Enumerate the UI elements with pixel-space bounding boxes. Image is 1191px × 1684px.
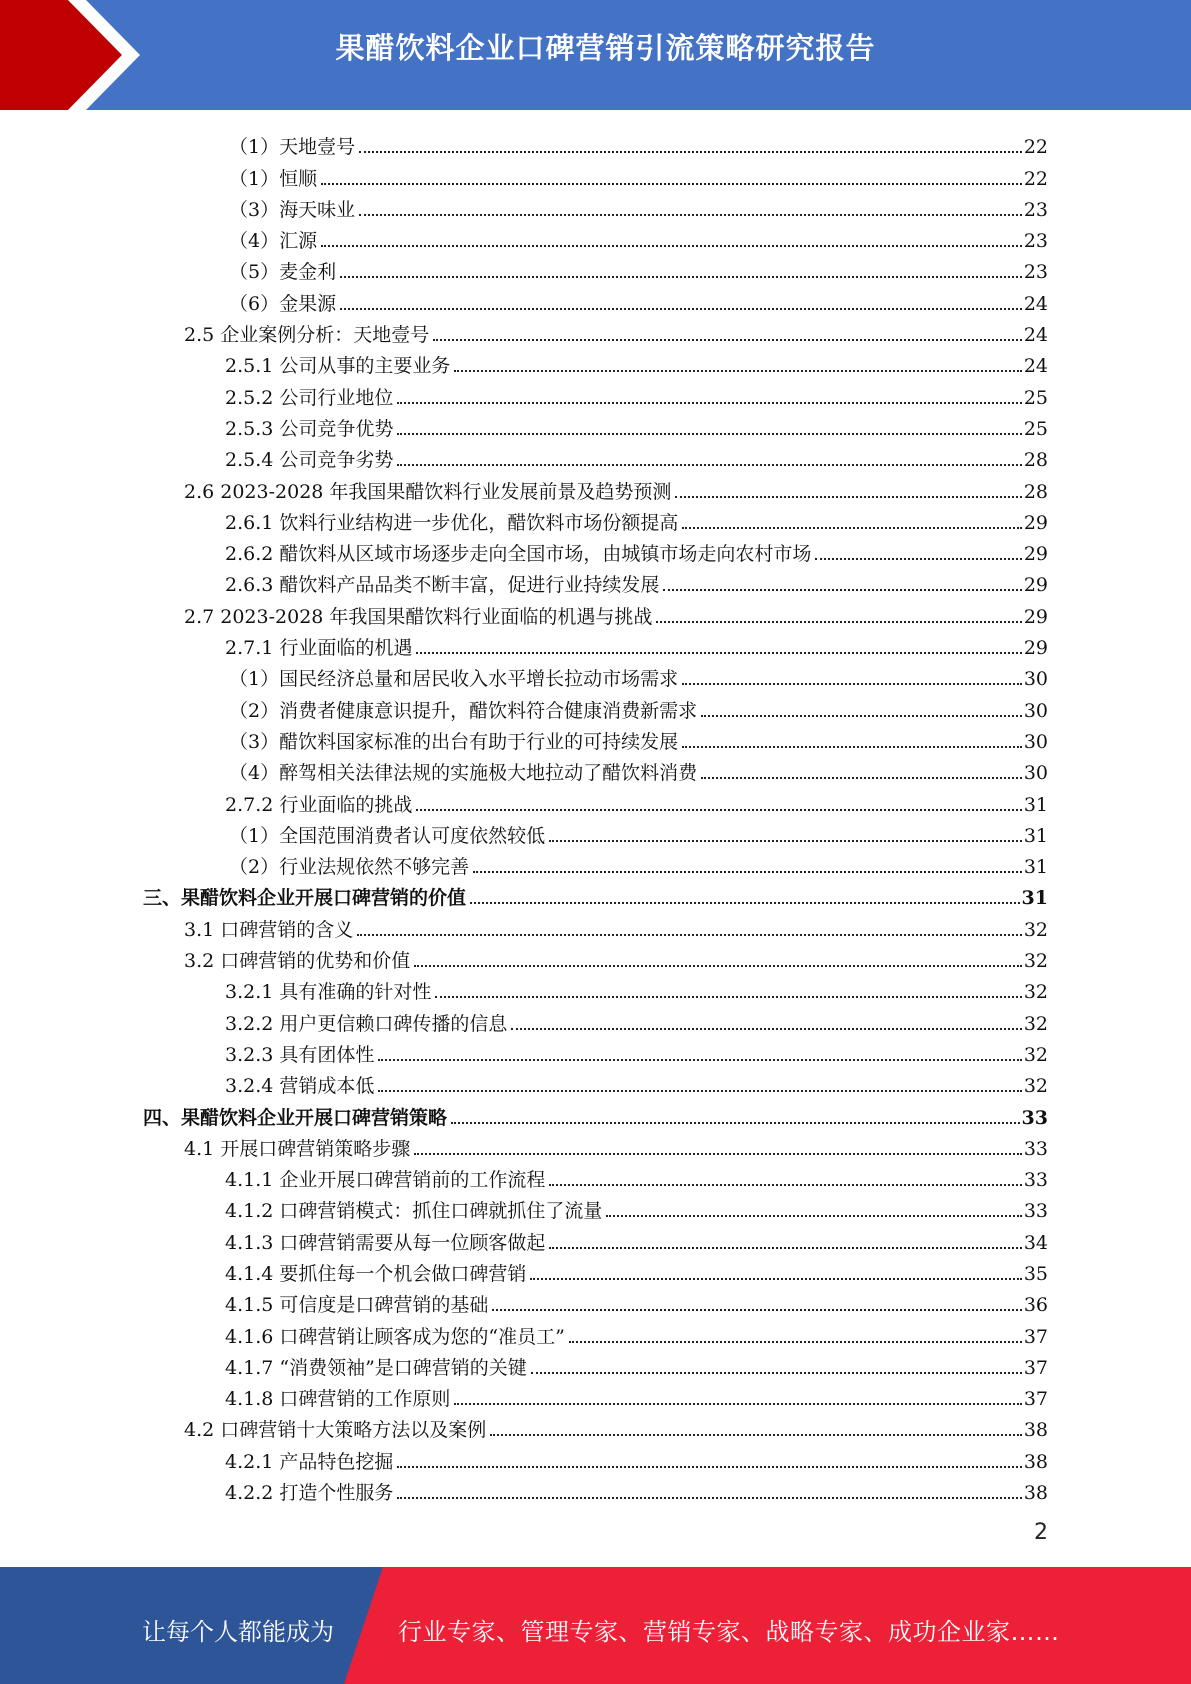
toc-leader-dots <box>531 1372 1022 1374</box>
footer-slogan-left: 让每个人都能成为 <box>142 1618 334 1646</box>
toc-entry-page: 35 <box>1023 1262 1048 1285</box>
toc-entry-page: 37 <box>1023 1356 1048 1379</box>
toc-entry[interactable] <box>0 753 1191 784</box>
toc-leader-dots <box>397 464 1021 466</box>
toc-entry-title: （1）国民经济总量和居民收入水平增长拉动市场需求 <box>229 668 679 691</box>
toc-entry-page: 32 <box>1023 1043 1048 1066</box>
toc-entry-page: 24 <box>1023 324 1048 347</box>
toc-leader-dots <box>433 339 1022 341</box>
toc-entry[interactable] <box>0 1441 1191 1472</box>
toc-entry-title: （1）天地壹号 <box>229 136 356 159</box>
toc-leader-dots <box>397 433 1021 435</box>
toc-entry[interactable] <box>0 784 1191 815</box>
toc-leader-dots <box>340 308 1022 310</box>
toc-entry-page: 38 <box>1023 1482 1048 1505</box>
toc-leader-dots <box>675 496 1021 498</box>
toc-entry-page: 34 <box>1023 1231 1048 1254</box>
toc-entry-page: 30 <box>1023 699 1048 722</box>
toc-entry[interactable] <box>0 1316 1191 1347</box>
toc-leader-dots <box>682 527 1021 529</box>
toc-entry-page: 28 <box>1023 480 1048 503</box>
toc-entry-title: 4.1.5 可信度是口碑营销的基础 <box>225 1294 489 1317</box>
toc-entry-page: 31 <box>1023 856 1048 879</box>
toc-entry[interactable] <box>0 1035 1191 1066</box>
toc-entry[interactable] <box>0 1160 1191 1191</box>
toc-entry[interactable] <box>0 1003 1191 1034</box>
toc-entry-title: （4）汇源 <box>229 230 318 253</box>
toc-entry[interactable] <box>0 440 1191 471</box>
toc-entry-page: 33 <box>1023 1169 1048 1192</box>
toc-entry[interactable] <box>0 565 1191 596</box>
toc-entry-page: 23 <box>1023 261 1048 284</box>
toc-entry-title: 三、果醋饮料企业开展口碑营销的价值 <box>143 887 467 910</box>
toc-entry-title: 2.7.1 行业面临的机遇 <box>225 637 413 660</box>
toc-entry-title: 4.1.6 口碑营销让顾客成为您的“准员工” <box>225 1325 565 1348</box>
toc-entry-page: 25 <box>1023 386 1048 409</box>
toc-entry-title: 4.2 口碑营销十大策略方法以及案例 <box>184 1419 487 1442</box>
toc-entry-page: 30 <box>1023 668 1048 691</box>
footer-slogan-right: 行业专家、管理专家、营销专家、战略专家、成功企业家…… <box>398 1618 1060 1646</box>
toc-entry[interactable] <box>0 972 1191 1003</box>
toc-entry[interactable] <box>0 409 1191 440</box>
toc-leader-dots <box>682 683 1022 685</box>
toc-entry-page: 29 <box>1023 543 1048 566</box>
toc-entry-page: 28 <box>1023 449 1048 472</box>
toc-leader-dots <box>569 1341 1022 1343</box>
toc-entry-page: 29 <box>1023 574 1048 597</box>
toc-leader-dots <box>451 1122 1020 1124</box>
toc-entry[interactable] <box>0 1066 1191 1097</box>
toc-entry-page: 22 <box>1023 136 1048 159</box>
toc-entry[interactable] <box>0 1191 1191 1222</box>
toc-entry-page: 32 <box>1023 981 1048 1004</box>
toc-entry-title: 3.1 口碑营销的含义 <box>184 918 354 941</box>
page-number: 2 <box>1034 1520 1048 1545</box>
toc-entry[interactable] <box>0 534 1191 565</box>
toc-entry[interactable] <box>0 690 1191 721</box>
toc-leader-dots <box>378 1059 1021 1061</box>
toc-entry-page: 32 <box>1023 950 1048 973</box>
toc-entry-page: 33 <box>1023 1200 1048 1223</box>
toc-entry-title: 2.5.1 公司从事的主要业务 <box>225 355 451 378</box>
toc-entry-title: 4.1.3 口碑营销需要从每一位顾客做起 <box>225 1231 546 1254</box>
toc-entry[interactable] <box>0 1129 1191 1160</box>
toc-entry[interactable] <box>0 1222 1191 1253</box>
toc-entry[interactable] <box>0 941 1191 972</box>
toc-entry-title: 2.5.2 公司行业地位 <box>225 386 394 409</box>
toc-entry[interactable] <box>0 252 1191 283</box>
toc-entry-page: 29 <box>1023 605 1048 628</box>
toc-leader-dots <box>701 777 1022 779</box>
toc-entry-page: 24 <box>1023 355 1048 378</box>
toc-entry-page: 24 <box>1023 292 1048 315</box>
toc-leader-dots <box>549 840 1022 842</box>
toc-entry-title: （4）醉驾相关法律法规的实施极大地拉动了醋饮料消费 <box>229 762 698 785</box>
page-footer <box>0 1567 1191 1684</box>
toc-entry-title: 3.2.3 具有团体性 <box>225 1043 375 1066</box>
toc-leader-dots <box>815 558 1021 560</box>
toc-entry-title: （1）全国范围消费者认可度依然较低 <box>229 824 546 847</box>
toc-entry[interactable] <box>0 909 1191 940</box>
toc-entry-title: （1）恒顺 <box>229 167 318 190</box>
toc-entry-title: 3.2.4 营销成本低 <box>225 1075 375 1098</box>
toc-entry-page: 23 <box>1023 230 1048 253</box>
toc-leader-dots <box>397 1466 1021 1468</box>
toc-entry-title: （6）金果源 <box>229 292 337 315</box>
toc-leader-dots <box>470 902 1020 904</box>
toc-leader-dots <box>416 652 1021 654</box>
table-of-contents <box>0 127 1191 1504</box>
toc-entry[interactable] <box>0 471 1191 502</box>
toc-entry[interactable] <box>0 158 1191 189</box>
toc-entry[interactable] <box>0 722 1191 753</box>
toc-entry[interactable] <box>0 377 1191 408</box>
toc-entry[interactable] <box>0 1410 1191 1441</box>
toc-leader-dots <box>473 871 1022 873</box>
report-title: 果醋饮料企业口碑营销引流策略研究报告 <box>335 31 876 65</box>
toc-leader-dots <box>606 1215 1021 1217</box>
toc-entry-title: 4.1 开展口碑营销策略步骤 <box>184 1137 411 1160</box>
toc-leader-dots <box>416 809 1021 811</box>
toc-entry[interactable] <box>0 346 1191 377</box>
toc-entry-title: 2.5.4 公司竞争劣势 <box>225 449 394 472</box>
toc-leader-dots <box>492 1309 1021 1311</box>
toc-leader-dots <box>656 621 1021 623</box>
toc-entry-page: 30 <box>1023 730 1048 753</box>
toc-entry-title: 2.5.3 公司竞争优势 <box>225 417 394 440</box>
toc-leader-dots <box>663 589 1021 591</box>
toc-entry-page: 38 <box>1023 1450 1048 1473</box>
toc-entry[interactable] <box>0 1097 1191 1128</box>
toc-entry[interactable] <box>0 847 1191 878</box>
toc-entry-title: （3）海天味业 <box>229 198 356 221</box>
toc-entry[interactable] <box>0 283 1191 314</box>
toc-leader-dots <box>414 965 1022 967</box>
toc-entry[interactable] <box>0 1379 1191 1410</box>
toc-entry-page: 22 <box>1023 167 1048 190</box>
toc-entry-page: 38 <box>1023 1419 1048 1442</box>
toc-entry-page: 32 <box>1023 918 1048 941</box>
toc-entry[interactable] <box>0 816 1191 847</box>
toc-leader-dots <box>701 715 1022 717</box>
toc-entry[interactable] <box>0 315 1191 346</box>
toc-leader-dots <box>435 996 1021 998</box>
toc-entry[interactable] <box>0 503 1191 534</box>
toc-entry-page: 29 <box>1023 511 1048 534</box>
toc-entry-title: 2.7.2 行业面临的挑战 <box>225 793 413 816</box>
toc-entry-title: 3.2 口碑营销的优势和价值 <box>184 950 411 973</box>
toc-entry[interactable] <box>0 878 1191 909</box>
toc-leader-dots <box>549 1184 1021 1186</box>
toc-entry-title: 4.1.8 口碑营销的工作原则 <box>225 1388 451 1411</box>
toc-entry[interactable] <box>0 628 1191 659</box>
toc-entry-title: 4.1.7 “消费领袖”是口碑营销的关键 <box>225 1356 527 1379</box>
toc-leader-dots <box>549 1247 1021 1249</box>
toc-entry-page: 37 <box>1023 1388 1048 1411</box>
toc-entry[interactable] <box>0 596 1191 627</box>
toc-leader-dots <box>397 1497 1021 1499</box>
toc-entry-title: 3.2.2 用户更信赖口碑传播的信息 <box>225 1012 508 1035</box>
toc-entry[interactable] <box>0 221 1191 252</box>
toc-entry-title: 4.1.2 口碑营销模式：抓住口碑就抓住了流量 <box>225 1200 603 1223</box>
toc-leader-dots <box>490 1434 1022 1436</box>
toc-entry-title: 2.6.1 饮料行业结构进一步优化，醋饮料市场份额提高 <box>225 511 679 534</box>
page-header <box>0 0 1191 110</box>
toc-entry-page: 29 <box>1023 637 1048 660</box>
toc-leader-dots <box>378 1090 1021 1092</box>
toc-entry-page: 30 <box>1023 762 1048 785</box>
toc-leader-dots <box>321 245 1022 247</box>
toc-entry-page: 23 <box>1023 198 1048 221</box>
toc-leader-dots <box>454 370 1021 372</box>
toc-leader-dots <box>682 746 1022 748</box>
toc-entry-page: 33 <box>1021 1106 1048 1129</box>
toc-leader-dots <box>359 214 1022 216</box>
toc-entry-page: 32 <box>1023 1075 1048 1098</box>
toc-entry-title: 4.1.1 企业开展口碑营销前的工作流程 <box>225 1169 546 1192</box>
toc-entry-page: 31 <box>1023 793 1048 816</box>
toc-leader-dots <box>414 1153 1022 1155</box>
toc-leader-dots <box>340 276 1022 278</box>
toc-entry-title: 2.7 2023-2028 年我国果醋饮料行业面临的机遇与挑战 <box>184 605 653 628</box>
toc-entry[interactable] <box>0 190 1191 221</box>
toc-leader-dots <box>397 402 1021 404</box>
toc-entry-title: 2.6 2023-2028 年我国果醋饮料行业发展前景及趋势预测 <box>184 480 672 503</box>
toc-entry-title: 4.1.4 要抓住每一个机会做口碑营销 <box>225 1262 527 1285</box>
toc-entry[interactable] <box>0 1348 1191 1379</box>
toc-entry-page: 31 <box>1021 887 1048 910</box>
toc-leader-dots <box>359 151 1022 153</box>
toc-entry-title: （2）行业法规依然不够完善 <box>229 856 470 879</box>
toc-entry-title: 2.6.3 醋饮料产品品类不断丰富，促进行业持续发展 <box>225 574 660 597</box>
toc-leader-dots <box>530 1278 1021 1280</box>
toc-entry-page: 37 <box>1023 1325 1048 1348</box>
toc-entry-title: 四、果醋饮料企业开展口碑营销策略 <box>143 1106 448 1129</box>
toc-entry-title: 4.2.2 打造个性服务 <box>225 1482 394 1505</box>
toc-entry-title: 2.5 企业案例分析：天地壹号 <box>184 324 430 347</box>
toc-leader-dots <box>321 183 1022 185</box>
toc-entry-page: 32 <box>1023 1012 1048 1035</box>
toc-entry-title: （2）消费者健康意识提升，醋饮料符合健康消费新需求 <box>229 699 698 722</box>
toc-leader-dots <box>357 934 1022 936</box>
toc-leader-dots <box>454 1403 1021 1405</box>
toc-entry-page: 25 <box>1023 417 1048 440</box>
toc-entry-title: （3）醋饮料国家标准的出台有助于行业的可持续发展 <box>229 730 679 753</box>
toc-entry-page: 33 <box>1023 1137 1048 1160</box>
toc-entry-title: 4.2.1 产品特色挖掘 <box>225 1450 394 1473</box>
toc-entry[interactable] <box>0 127 1191 158</box>
toc-entry[interactable] <box>0 1473 1191 1504</box>
toc-entry-page: 31 <box>1023 824 1048 847</box>
toc-entry[interactable] <box>0 1285 1191 1316</box>
toc-entry-title: 3.2.1 具有准确的针对性 <box>225 981 432 1004</box>
toc-entry-page: 36 <box>1023 1294 1048 1317</box>
toc-entry[interactable] <box>0 659 1191 690</box>
toc-entry[interactable] <box>0 1254 1191 1285</box>
toc-entry-title: （5）麦金利 <box>229 261 337 284</box>
toc-leader-dots <box>511 1028 1021 1030</box>
toc-entry-title: 2.6.2 醋饮料从区域市场逐步走向全国市场，由城镇市场走向农村市场 <box>225 543 812 566</box>
